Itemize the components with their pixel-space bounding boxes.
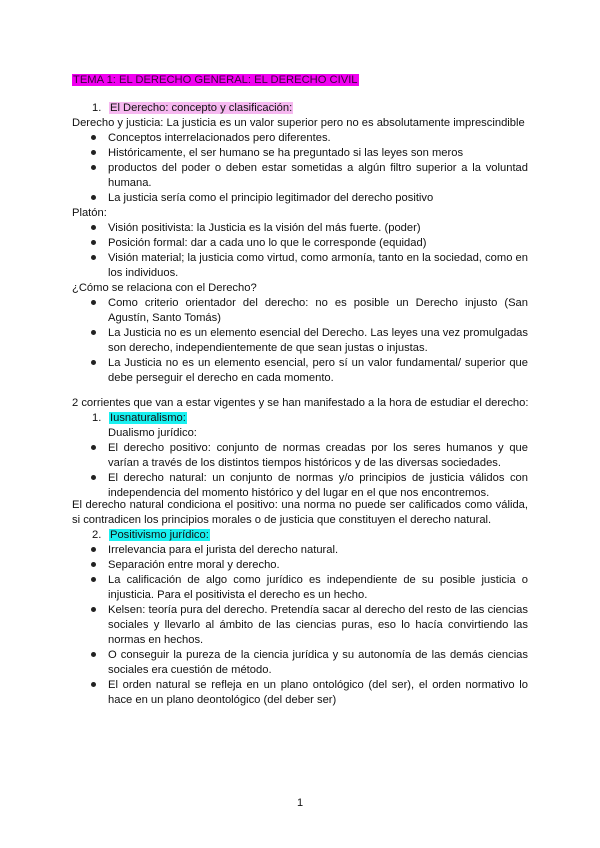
list-item: O conseguir la pureza de la ciencia jurídica y su autonomía de las demás ciencias sociales era cuestión de método. <box>108 649 528 676</box>
bullet-icon <box>91 195 96 200</box>
subsection-heading: Positivismo jurídico: <box>110 529 209 541</box>
list-item: Visión positivista: la Justicia es la visión del más fuerte. (poder) <box>108 222 421 234</box>
closing-paragraph: El derecho natural condiciona el positivo: una norma no puede ser calificados como válida, si contradicen los principios morales o de justicia que constituyen el derecho natural. <box>72 499 528 526</box>
list-item: Como criterio orientador del derecho: no es posible un Derecho injusto (San Agustín, Santo Tomás) <box>108 297 528 324</box>
list-item: Conceptos interrelacionados pero diferentes. <box>108 132 331 144</box>
list-item: La justicia sería como el principio legitimador del derecho positivo <box>108 192 434 204</box>
page-number: 1 <box>296 797 304 809</box>
title-highlight: TEMA 1: EL DERECHO GENERAL: EL DERECHO CIVIL <box>73 74 358 86</box>
bullet-icon <box>91 165 96 170</box>
list-item: Irrelevancia para el jurista del derecho natural. <box>108 544 339 556</box>
list-item: La Justicia no es un elemento esencial, pero sí un valor fundamental/ superior que debe perseguir el derecho en cada momento. <box>108 357 528 384</box>
bullet-icon <box>91 607 96 612</box>
subsection-heading: Iusnaturalismo: <box>110 412 186 424</box>
list-item: La Justicia no es un elemento esencial del Derecho. Las leyes una vez promulgadas son derecho, independientemente de que sean justas o injustas. <box>108 327 528 354</box>
subsection-subtitle: Dualismo jurídico: <box>108 427 197 439</box>
bullet-icon <box>91 360 96 365</box>
intro-paragraph: Derecho y justicia: La justicia es un valor superior pero no es absolutamente imprescindible <box>72 117 525 129</box>
document-title <box>72 73 528 88</box>
list-item: El orden natural se refleja en un plano ontológico (del ser), el orden normativo lo hace en un plano deontológico (del deber ser) <box>108 679 528 706</box>
bullet-icon <box>91 240 96 245</box>
list-item: Separación entre moral y derecho. <box>108 559 280 571</box>
bullet-icon <box>91 255 96 260</box>
section-number: 1. <box>92 102 102 114</box>
bullet-icon <box>91 150 96 155</box>
section-heading: El Derecho: concepto y clasificación: <box>110 102 293 114</box>
bullet-icon <box>91 445 96 450</box>
list-item: La calificación de algo como jurídico es independiente de su posible justicia o injusticia. Para el positivista el derecho es un hecho. <box>108 574 528 601</box>
bullet-icon <box>91 547 96 552</box>
currents-intro: 2 corrientes que van a estar vigentes y se han manifestado a la hora de estudiar el derecho: <box>72 397 529 409</box>
bullet-icon <box>91 577 96 582</box>
subsection-number: 2. <box>92 529 102 541</box>
list-item: productos del poder o deben estar sometidas a algún filtro superior a la voluntad humana. <box>108 162 528 189</box>
list-item: Históricamente, el ser humano se ha preguntado si las leyes son meros <box>108 147 464 159</box>
bullet-icon <box>91 652 96 657</box>
bullet-icon <box>91 682 96 687</box>
bullet-icon <box>91 135 96 140</box>
platon-label: Platón: <box>72 207 107 219</box>
bullet-icon <box>91 330 96 335</box>
question-heading: ¿Cómo se relaciona con el Derecho? <box>72 282 257 294</box>
list-item: Kelsen: teoría pura del derecho. Pretendía sacar al derecho del resto de las ciencias sociales y llevarlo al ámbito de las ciencias puras, eso lo hacía convirtiendo las normas en hechos. <box>108 604 528 646</box>
bullet-icon <box>91 300 96 305</box>
list-item: Posición formal: dar a cada uno lo que le corresponde (equidad) <box>108 237 427 249</box>
list-item: El derecho positivo: conjunto de normas creadas por los seres humanos y que varían a través de los distintos tiempos históricos y de las diversas sociedades. <box>108 442 528 469</box>
list-item: El derecho natural: un conjunto de normas y/o principios de justicia válidos con independencia del momento histórico y del lugar en el que nos encontremos. <box>108 472 528 499</box>
subsection-number: 1. <box>92 412 102 424</box>
list-item: Visión material; la justicia como virtud, como armonía, tanto en la sociedad, como en los individuos. <box>108 252 528 279</box>
bullet-icon <box>91 475 96 480</box>
bullet-icon <box>91 225 96 230</box>
bullet-icon <box>91 562 96 567</box>
